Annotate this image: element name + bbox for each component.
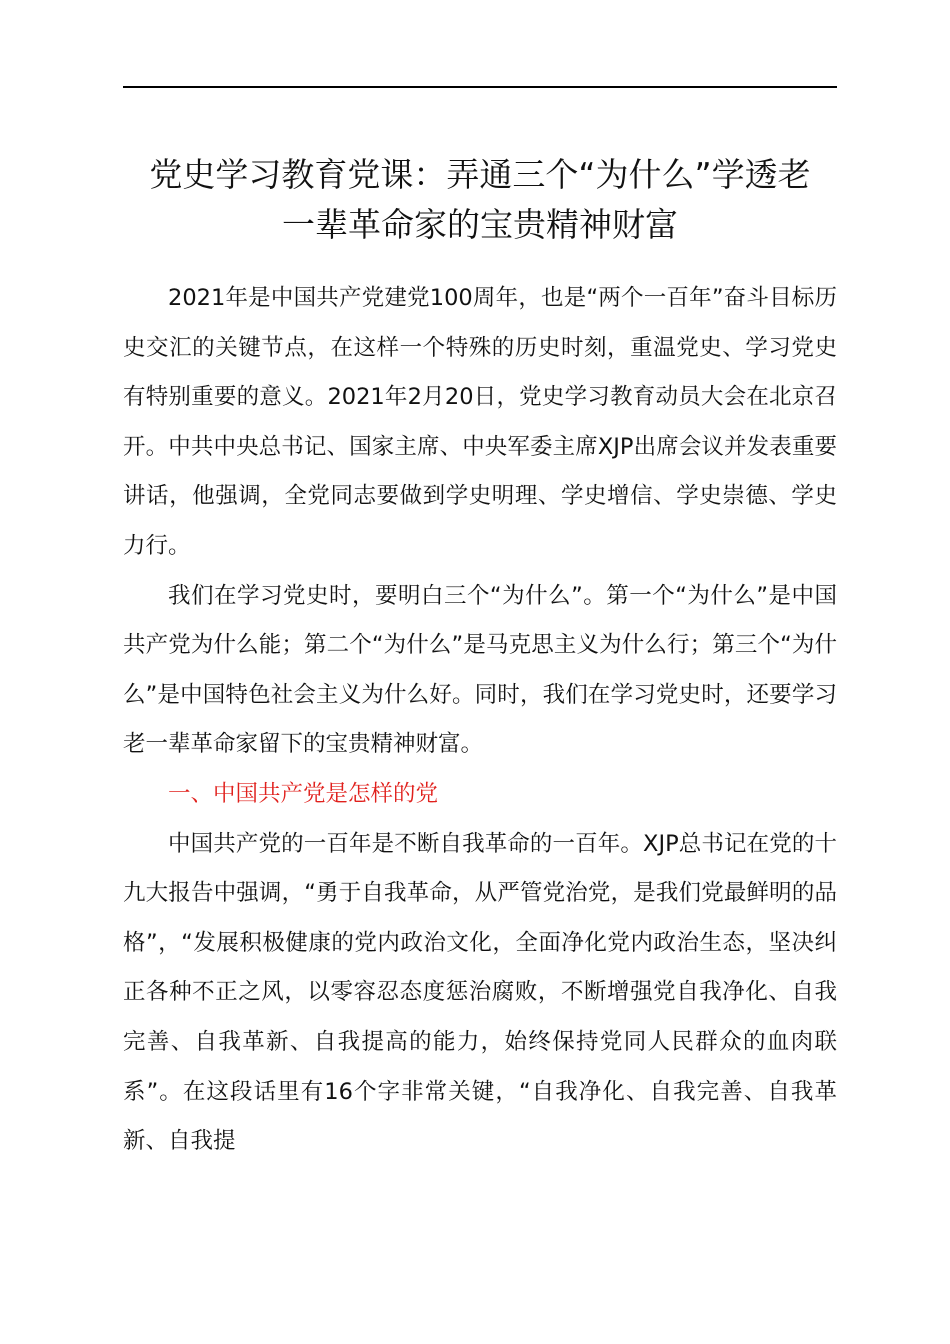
document-body [123,274,837,1167]
header-rule [123,86,837,88]
title-line-2: 一辈革命家的宝贵精神财富 [282,205,678,244]
document-title [123,150,837,250]
section-1-paragraph: 中国共产党的一百年是不断自我革命的一百年。XJP总书记在党的十九大报告中强调，“勇于自我革命，从严管党治党，是我们党最鲜明的品格”，“发展积极健康的党内政治文化，全面净化党内政治生态，坚决纠正各种不正之风，以零容忍态度惩治腐败，不断增强党自我净化、自我完善、自我革新、自我提高的能力，始终保持党同人民群众的血肉联系”。在这段话里有16个字非常关键，“自我净化、自我完善、自我革新、自我提 [123,830,837,1155]
section-1-heading: 一、中国共产党是怎样的党 [168,780,439,807]
title-line-1: 党史学习教育党课：弄通三个“为什么”学透老 [149,155,811,194]
intro-paragraph: 2021年是中国共产党建党100周年，也是“两个一百年”奋斗目标历史交汇的关键节点，在这样一个特殊的历史时刻，重温党史、学习党史有特别重要的意义。2021年2月20日，党史学习教育动员大会在北京召开。中共中央总书记、国家主席、中央军委主席XJP出席会议并发表重要讲话，他强调，全党同志要做到学史明理、学史增信、学史崇德、学史力行。 [123,285,837,559]
three-whys-paragraph: 我们在学习党史时，要明白三个“为什么”。第一个“为什么”是中国共产党为什么能；第二个“为什么”是马克思主义为什么行；第三个“为什么”是中国特色社会主义为什么好。同时，我们在学习党史时，还要学习老一辈革命家留下的宝贵精神财富。 [123,582,837,758]
